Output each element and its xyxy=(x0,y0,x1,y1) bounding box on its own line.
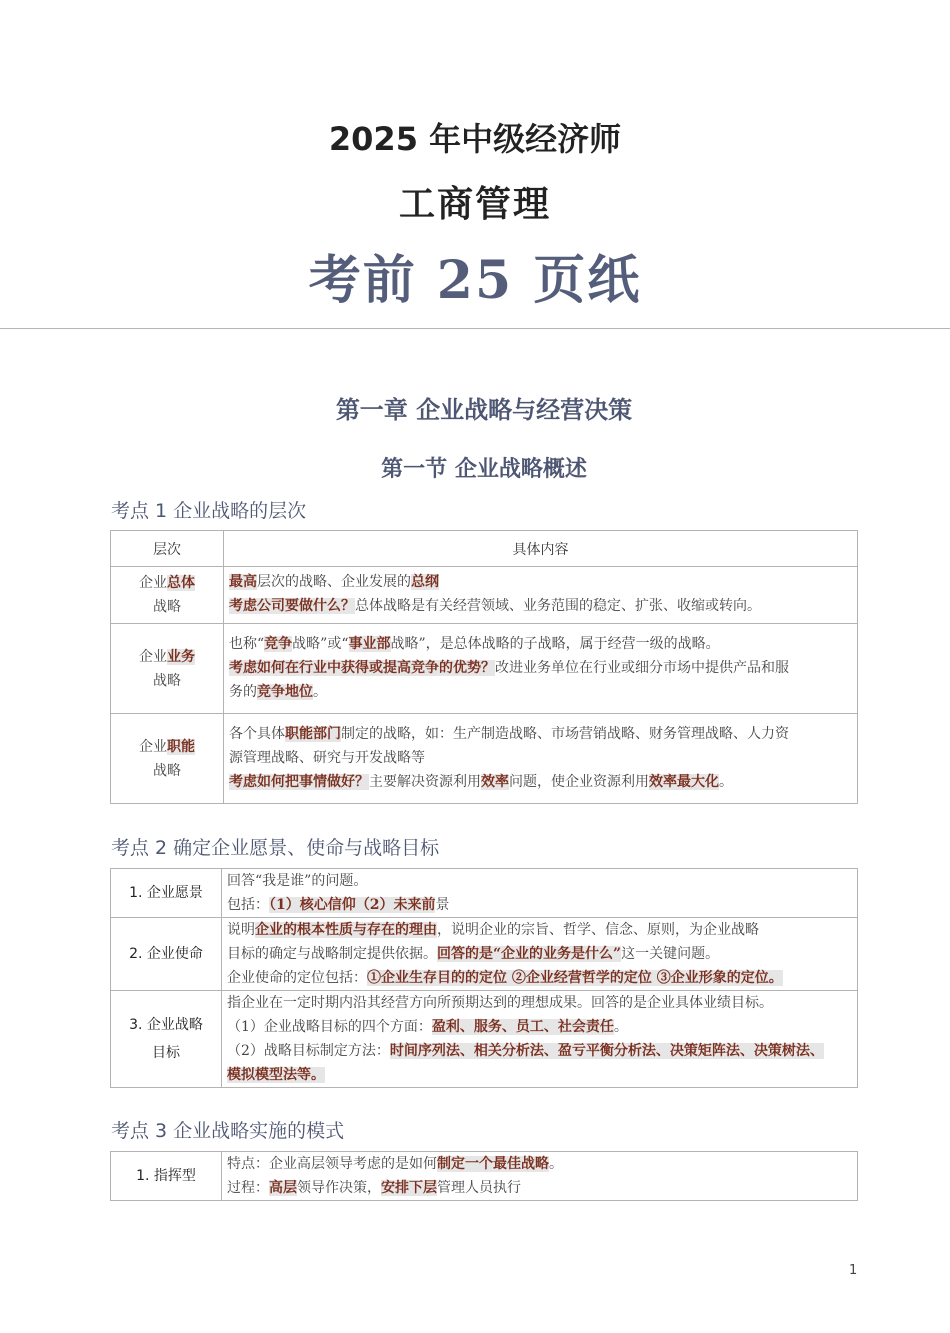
content-text: 层次的战略、企业发展的 xyxy=(257,574,411,590)
column-header: 层次 xyxy=(111,531,224,567)
doc-title-year-exam: 2025 年中级经济师 xyxy=(328,120,622,158)
content-line xyxy=(227,991,853,1015)
table-row xyxy=(111,567,858,624)
point2-table xyxy=(110,868,858,1088)
highlighted-term: 竞争 xyxy=(264,635,293,652)
row-label xyxy=(111,714,224,804)
highlighted-term: 时间序列法、相关分析法、盈亏平衡分析法、决策矩阵法、决策树法、 xyxy=(389,1043,824,1059)
row-label xyxy=(111,624,224,714)
content-text: 包括： xyxy=(227,897,269,913)
content-text: 。 xyxy=(549,1156,563,1172)
content-line xyxy=(227,1176,853,1200)
content-text: 。 xyxy=(313,683,327,700)
highlighted-term: 盈利、服务、员工、社会责任 xyxy=(431,1019,614,1035)
content-text: ，说明企业的宗旨、哲学、信念、原则，为企业战略 xyxy=(437,922,759,938)
content-text: 也称“ xyxy=(229,635,265,652)
doc-title-subject: 工商管理 xyxy=(398,184,551,225)
content-text: 改进业务单位在行业或细分市场中提供产品和服 xyxy=(495,659,789,676)
content-text: 问题，使企业资源利用 xyxy=(509,773,649,790)
content-line xyxy=(227,893,853,917)
highlighted-term: 职能部门 xyxy=(285,725,341,742)
highlighted-term: 高层 xyxy=(269,1180,297,1196)
highlighted-term: 竞争地位 xyxy=(257,683,313,700)
point1-table xyxy=(110,530,858,804)
content-text: 各个具体 xyxy=(229,725,285,742)
row-content xyxy=(222,991,858,1088)
label-text: 企业 xyxy=(139,738,167,755)
content-text: 。 xyxy=(613,1019,628,1035)
point2-heading: 考点 2 确定企业愿景、使命与战略目标 xyxy=(111,837,440,859)
content-line xyxy=(229,746,853,770)
row-content xyxy=(222,1152,858,1201)
highlighted-term: 事业部 xyxy=(348,635,391,652)
highlighted-term: 总纲 xyxy=(411,574,439,590)
content-line xyxy=(229,632,853,656)
label-text: 企业 xyxy=(139,575,167,591)
content-line xyxy=(229,722,853,746)
content-text: 。 xyxy=(719,773,733,790)
row-content xyxy=(224,567,858,624)
chapter-heading: 第一章 企业战略与经营决策 xyxy=(335,395,633,424)
content-text: 管理人员执行 xyxy=(437,1180,521,1196)
content-text: 总体战略是有关经营领域、业务范围的稳定、扩张、收缩或转向。 xyxy=(355,598,761,614)
point1-heading: 考点 1 企业战略的层次 xyxy=(111,500,307,522)
content-line xyxy=(227,1015,853,1039)
highlighted-term: （1）核心信仰（2）未来前 xyxy=(269,897,436,913)
doc-title-main: 考前 25 页纸 xyxy=(308,250,642,311)
label-text: 目标 xyxy=(152,1045,180,1061)
label-text: 战略 xyxy=(153,599,181,615)
content-text: 源管理战略、研究与开发战略等 xyxy=(229,749,425,766)
content-line xyxy=(227,1039,853,1063)
row-label: 2. 企业使命 xyxy=(111,918,222,991)
row-label: 1. 指挥型 xyxy=(111,1152,222,1201)
content-text: （2）战略目标制定方法： xyxy=(227,1043,390,1059)
content-line xyxy=(227,1152,853,1176)
label-text: 战略 xyxy=(153,762,181,779)
highlighted-term: 企业的根本性质与存在的理由 xyxy=(255,922,437,938)
highlighted-term: 最高 xyxy=(229,574,257,590)
label-highlight: 业务 xyxy=(167,648,195,665)
row-content xyxy=(222,918,858,991)
content-text: 指企业在一定时期内沿其经营方向所预期达到的理想成果。回答的是企业具体业绩目标。 xyxy=(227,995,773,1011)
row-content xyxy=(224,624,858,714)
highlighted-term: 制定一个最佳战略 xyxy=(437,1156,549,1172)
row-label xyxy=(111,991,222,1088)
content-text: 过程： xyxy=(227,1180,269,1196)
highlighted-term: 考虑如何在行业中获得或提高竞争的优势？ xyxy=(229,659,495,676)
table-header-row xyxy=(111,531,858,567)
highlighted-term: 考虑如何把事情做好？ xyxy=(229,773,369,790)
content-line xyxy=(227,918,853,942)
table-row xyxy=(111,624,858,714)
content-text: 特点：企业高层领导考虑的是如何 xyxy=(227,1156,437,1172)
content-line xyxy=(229,680,853,704)
row-content xyxy=(224,714,858,804)
content-text: 说明 xyxy=(227,922,255,938)
table-row xyxy=(111,869,858,918)
content-line xyxy=(227,966,853,990)
content-text: 战略”或“ xyxy=(292,635,349,652)
content-text: 企业使命的定位包括： xyxy=(227,970,367,986)
title-divider xyxy=(0,328,950,329)
label-highlight: 职能 xyxy=(167,738,195,755)
highlighted-term: 模拟模型法等。 xyxy=(227,1067,325,1083)
row-label xyxy=(111,567,224,624)
content-text: 回答“我是谁”的问题。 xyxy=(227,873,368,889)
table-row xyxy=(111,918,858,991)
content-text: 领导作决策， xyxy=(297,1180,381,1196)
highlighted-term: 安排下层 xyxy=(381,1180,437,1196)
content-line xyxy=(227,869,853,893)
highlighted-term: 回答的是“企业的业务是什么” xyxy=(437,946,622,962)
highlighted-term: 考虑公司要做什么？ xyxy=(229,598,355,614)
label-text: 3. 企业战略 xyxy=(129,1017,203,1033)
page-number: 1 xyxy=(849,1263,858,1278)
point3-heading: 考点 3 企业战略实施的模式 xyxy=(111,1120,345,1142)
content-text: 这一关键问题。 xyxy=(621,946,720,962)
table-row xyxy=(111,1152,858,1201)
content-line xyxy=(227,942,853,966)
content-text: 务的 xyxy=(229,683,257,700)
table-row xyxy=(111,714,858,804)
column-header: 具体内容 xyxy=(224,531,858,567)
content-text: 目标的确定与战略制定提供依据。 xyxy=(227,946,437,962)
content-line xyxy=(229,594,853,618)
content-text: 景 xyxy=(435,897,450,913)
content-line xyxy=(227,1063,853,1087)
content-text: 主要解决资源利用 xyxy=(369,773,481,790)
label-highlight: 总体 xyxy=(167,575,195,591)
content-line xyxy=(229,770,853,794)
content-text: 战略”，是总体战略的子战略，属于经营一级的战略。 xyxy=(390,635,720,652)
row-label: 1. 企业愿景 xyxy=(111,869,222,918)
highlighted-term: ①企业生存目的的定位 ②企业经营哲学的定位 ③企业形象的定位。 xyxy=(367,970,783,986)
table-row xyxy=(111,991,858,1088)
content-text: （1）企业战略目标的四个方面： xyxy=(227,1019,432,1035)
label-text: 战略 xyxy=(153,672,181,689)
label-text: 企业 xyxy=(139,648,167,665)
content-line xyxy=(229,570,853,594)
highlighted-term: 效率最大化 xyxy=(649,773,719,790)
highlighted-term: 效率 xyxy=(481,773,509,790)
content-text: 制定的战略，如：生产制造战略、市场营销战略、财务管理战略、人力资 xyxy=(341,725,789,742)
point3-table xyxy=(110,1151,858,1201)
row-content xyxy=(222,869,858,918)
content-line xyxy=(229,656,853,680)
section-heading: 第一节 企业战略概述 xyxy=(381,457,587,482)
